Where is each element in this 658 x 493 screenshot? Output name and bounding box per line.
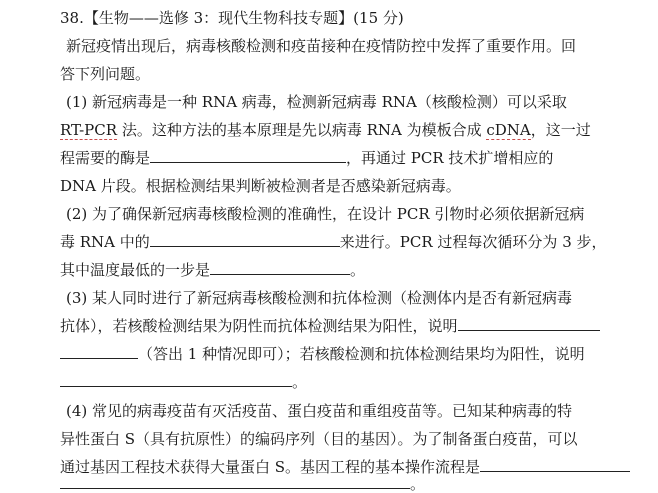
part1-line-1 <box>66 92 567 112</box>
part3-line-1 <box>66 288 572 308</box>
intro-line-1 <box>66 36 576 56</box>
answer-blank-negative-positive-1[interactable] <box>458 316 600 331</box>
part2-text-1: (2) 为了确保新冠病毒核酸检测的准确性，在设计 PCR 引物时必须依据新冠病 <box>66 205 585 223</box>
part3-text-2: 抗体），若核酸检测结果为阴性而抗体检测结果为阳性，说明 <box>60 317 458 335</box>
part2-text-3: 其中温度最低的一步是 <box>60 261 211 279</box>
question-header-text: 38.【生物——选修 3：现代生物科技专题】(15 分) <box>60 9 404 27</box>
part1-text-2-end: ，这一过 <box>530 121 591 139</box>
answer-blank-primer-basis[interactable] <box>150 232 340 247</box>
part3-line-4 <box>60 372 307 392</box>
part2-line-3 <box>60 260 365 280</box>
intro-line-2 <box>60 64 150 84</box>
question-header <box>60 8 404 28</box>
part4-text-3: 通过基因工程技术获得大量蛋白 S。基因工程的基本操作流程是 <box>60 458 481 476</box>
part4-text-2: 异性蛋白 S（具有抗原性）的编码序列（目的基因）。为了制备蛋白疫苗，可以 <box>60 430 578 448</box>
part1-line-2 <box>60 120 591 140</box>
part4-line-2 <box>60 429 578 449</box>
part2-text-2: 毒 RNA 中的 <box>60 233 150 251</box>
part1-text-1: (1) 新冠病毒是一种 RNA 病毒，检测新冠病毒 RNA（核酸检测）可以采取 <box>66 93 567 111</box>
part1-line-4 <box>60 176 461 196</box>
answer-blank-gene-engineering-1[interactable] <box>480 457 630 472</box>
part3-line-2 <box>60 316 600 336</box>
part2-text-2-end: 来进行。PCR 过程每次循环分为 3 步， <box>339 233 607 251</box>
part4-text-4-end: 。 <box>410 475 426 493</box>
part4-line-4 <box>60 474 425 493</box>
part2-line-1 <box>66 204 584 224</box>
part1-text-3-mid: ，再通过 PCR 技术扩增相应的 <box>346 149 554 167</box>
part4-line-1 <box>66 401 572 421</box>
answer-blank-lowest-temp-step[interactable] <box>210 260 350 275</box>
part1-text-2: 法。这种方法的基本原理是先以病毒 RNA 为模板合成 <box>117 121 487 139</box>
part2-text-3-end: 。 <box>350 261 366 279</box>
part1-line-3 <box>60 148 553 168</box>
intro-text-1: 新冠疫情出现后，病毒核酸检测和疫苗接种在疫情防控中发挥了重要作用。回 <box>66 37 577 55</box>
part2-line-2 <box>60 232 607 252</box>
rt-pcr-term: RT-PCR <box>60 121 118 139</box>
cdna-term: cDNA <box>486 121 531 139</box>
part1-text-4: DNA 片段。根据检测结果判断被检测者是否感染新冠病毒。 <box>60 177 461 195</box>
part3-line-3 <box>60 344 585 364</box>
answer-blank-negative-positive-2[interactable] <box>60 344 138 359</box>
part4-text-1: (4) 常见的病毒疫苗有灭活疫苗、蛋白疫苗和重组疫苗等。已知某种病毒的特 <box>66 402 573 420</box>
part1-text-3: 程需要的酶是 <box>60 149 151 167</box>
part3-text-3: （答出 1 种情况即可）；若核酸检测和抗体检测结果均为阳性，说明 <box>138 345 585 363</box>
answer-blank-enzyme[interactable] <box>150 148 346 163</box>
answer-blank-gene-engineering-2[interactable] <box>60 474 410 489</box>
part3-text-1: (3) 某人同时进行了新冠病毒核酸检测和抗体检测（检测体内是否有新冠病毒 <box>66 289 573 307</box>
intro-text-2: 答下列问题。 <box>60 65 151 83</box>
answer-blank-both-positive[interactable] <box>60 372 292 387</box>
part3-text-4-end: 。 <box>292 373 308 391</box>
